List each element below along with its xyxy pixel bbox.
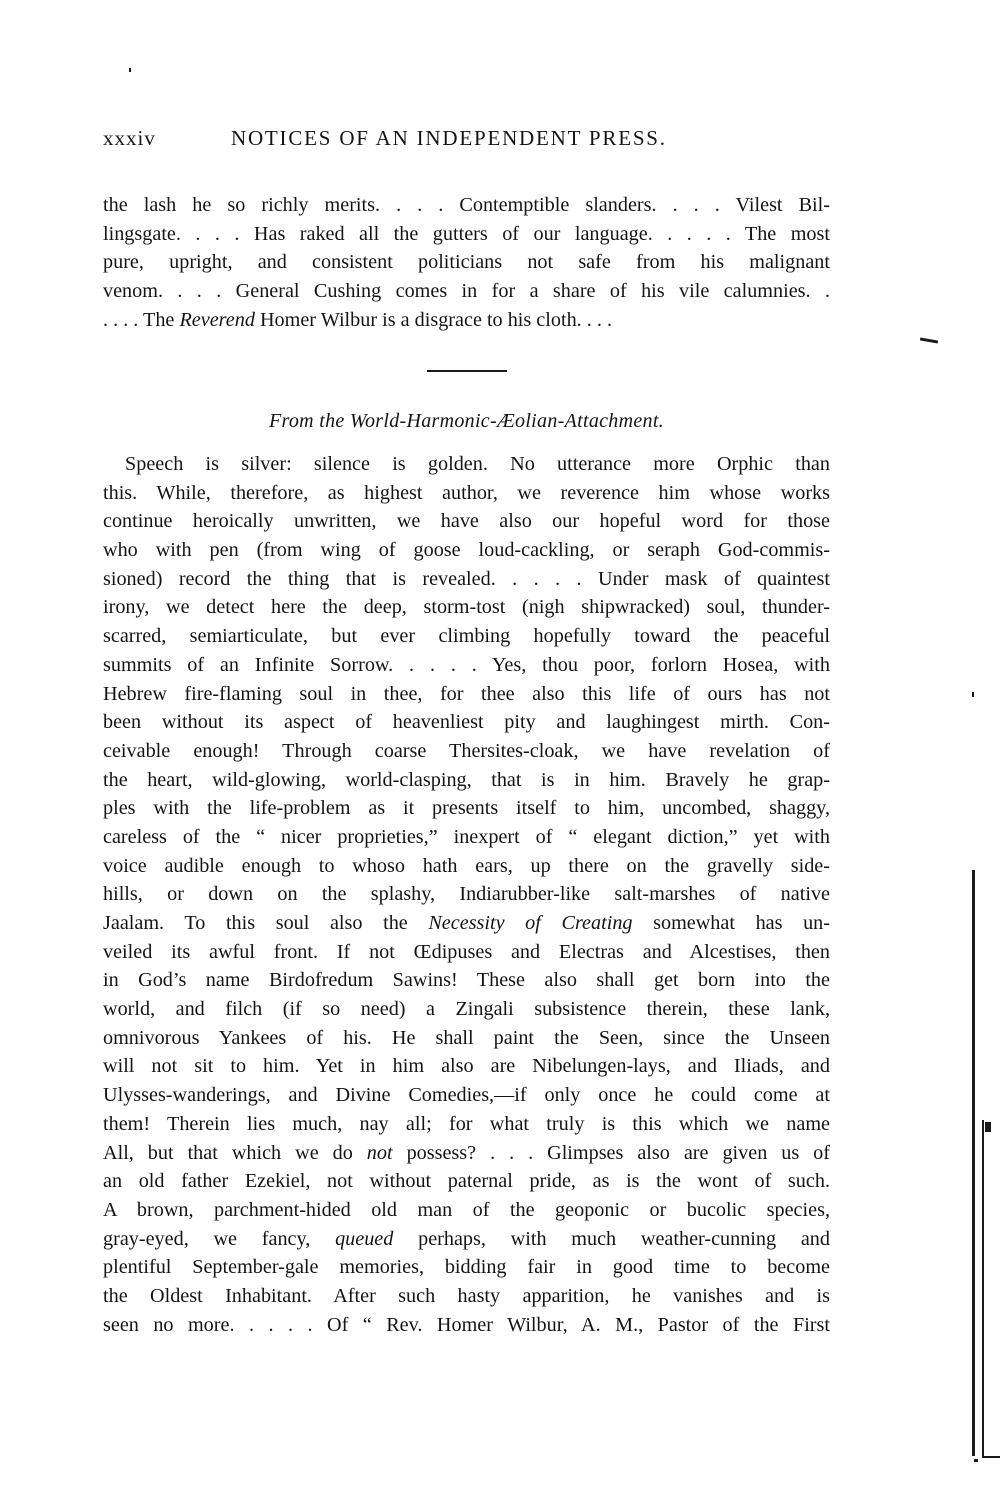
text-line: the lash he so richly merits. . . . Contemptible slanders. . . . Vilest Bil- <box>103 194 830 216</box>
text-line: scarred, semiarticulate, but ever climbing hopefully toward the peaceful <box>103 625 830 648</box>
section-divider-rule <box>427 370 507 372</box>
text-line: voice audible enough to whoso hath ears, up there on the gravelly side- <box>103 854 830 877</box>
text-line: careless of the “ nicer proprieties,” inexpert of “ elegant diction,” yet with <box>103 825 830 848</box>
scan-edge-artifact <box>982 1120 984 1456</box>
scan-edge-artifact <box>982 1456 1000 1458</box>
text-line: irony, we detect here the deep, storm-tost (nigh shipwracked) soul, thunder- <box>103 596 830 619</box>
section-heading: From the World-Harmonic-Æolian-Attachment. <box>269 410 664 432</box>
text-line: will not sit to him. Yet in him also are Nibelungen-lays, and Iliads, and <box>103 1055 830 1078</box>
text-line: world, and filch (if so need) a Zingali subsistence therein, these lank, <box>103 998 830 1021</box>
text-line: pure, upright, and consistent politicians not safe from his malignant <box>103 251 830 274</box>
text-line: seen no more. . . . . Of “ Rev. Homer Wilbur, A. M., Pastor of the First <box>103 1313 830 1336</box>
running-title: NOTICES OF AN INDEPENDENT PRESS. <box>231 126 667 150</box>
text-line: venom. . . . General Cushing comes in for a share of his vile calumnies. . <box>103 280 830 303</box>
text-line: . . . . The Reverend Homer Wilbur is a disgrace to his cloth. . . . <box>103 308 612 331</box>
text-line: plentiful September-gale memories, bidding fair in good time to become <box>103 1256 830 1279</box>
paragraph-review <box>103 450 830 1339</box>
text-line: who with pen (from wing of goose loud-cackling, or seraph God-commis- <box>103 539 830 562</box>
scan-artifact <box>972 692 974 697</box>
text-line: ples with the life-problem as it presents itself to him, uncombed, shaggy, <box>103 797 830 820</box>
text-line: sioned) record the thing that is revealed. . . . . Under mask of quaintest <box>103 567 830 590</box>
text-line: gray-eyed, we fancy, queued perhaps, with much weather-cunning and <box>103 1227 830 1250</box>
text-line: them! Therein lies much, nay all; for what truly is this which we name <box>103 1112 830 1135</box>
text-line: an old father Ezekiel, not without paternal pride, as is the wont of such. <box>103 1170 830 1193</box>
scan-artifact <box>985 1122 991 1132</box>
scan-artifact <box>920 337 938 343</box>
italic-emphasis: not <box>366 1141 393 1164</box>
page-header <box>103 126 843 156</box>
text-line: Ulysses-wanderings, and Divine Comedies,—if only once he could come at <box>103 1084 830 1107</box>
page-number: xxxiv <box>103 126 156 150</box>
text-line: Jaalam. To this soul also the Necessity of Creating somewhat has un- <box>103 912 830 934</box>
text-line: been without its aspect of heavenliest pity and laughingest mirth. Con- <box>103 711 830 734</box>
text-line: in God’s name Birdofredum Sawins! These also shall get born into the <box>103 969 830 992</box>
text-line: A brown, parchment-hided old man of the geoponic or bucolic species, <box>103 1198 830 1221</box>
text-line: Hebrew fire-flaming soul in thee, for thee also this life of ours has not <box>103 682 830 705</box>
text-line: this. While, therefore, as highest author, we reverence him whose works <box>103 481 830 504</box>
italic-emphasis: Reverend <box>179 308 255 331</box>
scan-artifact <box>974 1459 978 1462</box>
text-line: summits of an Infinite Sorrow. . . . . Yes, thou poor, forlorn Hosea, with <box>103 653 830 676</box>
text-line: omnivorous Yankees of his. He shall paint the Seen, since the Unseen <box>103 1026 830 1049</box>
scan-artifact <box>129 68 131 72</box>
paragraph-closing-quote <box>103 191 830 334</box>
text-line: All, but that which we do not possess? . . . Glimpses also are given us of <box>103 1141 830 1164</box>
italic-emphasis: Necessity of Creating <box>428 912 633 934</box>
text-line: veiled its awful front. If not Œdipuses and Electras and Alcestises, then <box>103 940 830 963</box>
text-line: the heart, wild-glowing, world-clasping, that is in him. Bravely he grap- <box>103 768 830 791</box>
text-line: ceivable enough! Through coarse Thersites-cloak, we have revelation of <box>103 739 830 762</box>
text-line: continue heroically unwritten, we have also our hopeful word for those <box>103 510 830 533</box>
italic-emphasis: queued <box>335 1227 394 1250</box>
text-line: Speech is silver: silence is golden. No utterance more Orphic than <box>125 453 830 475</box>
text-line: the Oldest Inhabitant. After such hasty apparition, he vanishes and is <box>103 1284 830 1307</box>
scan-edge-artifact <box>972 870 975 1456</box>
text-line: hills, or down on the splashy, Indiarubber-like salt-marshes of native <box>103 883 830 906</box>
text-line: lingsgate. . . . Has raked all the gutters of our language. . . . . The most <box>103 222 830 245</box>
